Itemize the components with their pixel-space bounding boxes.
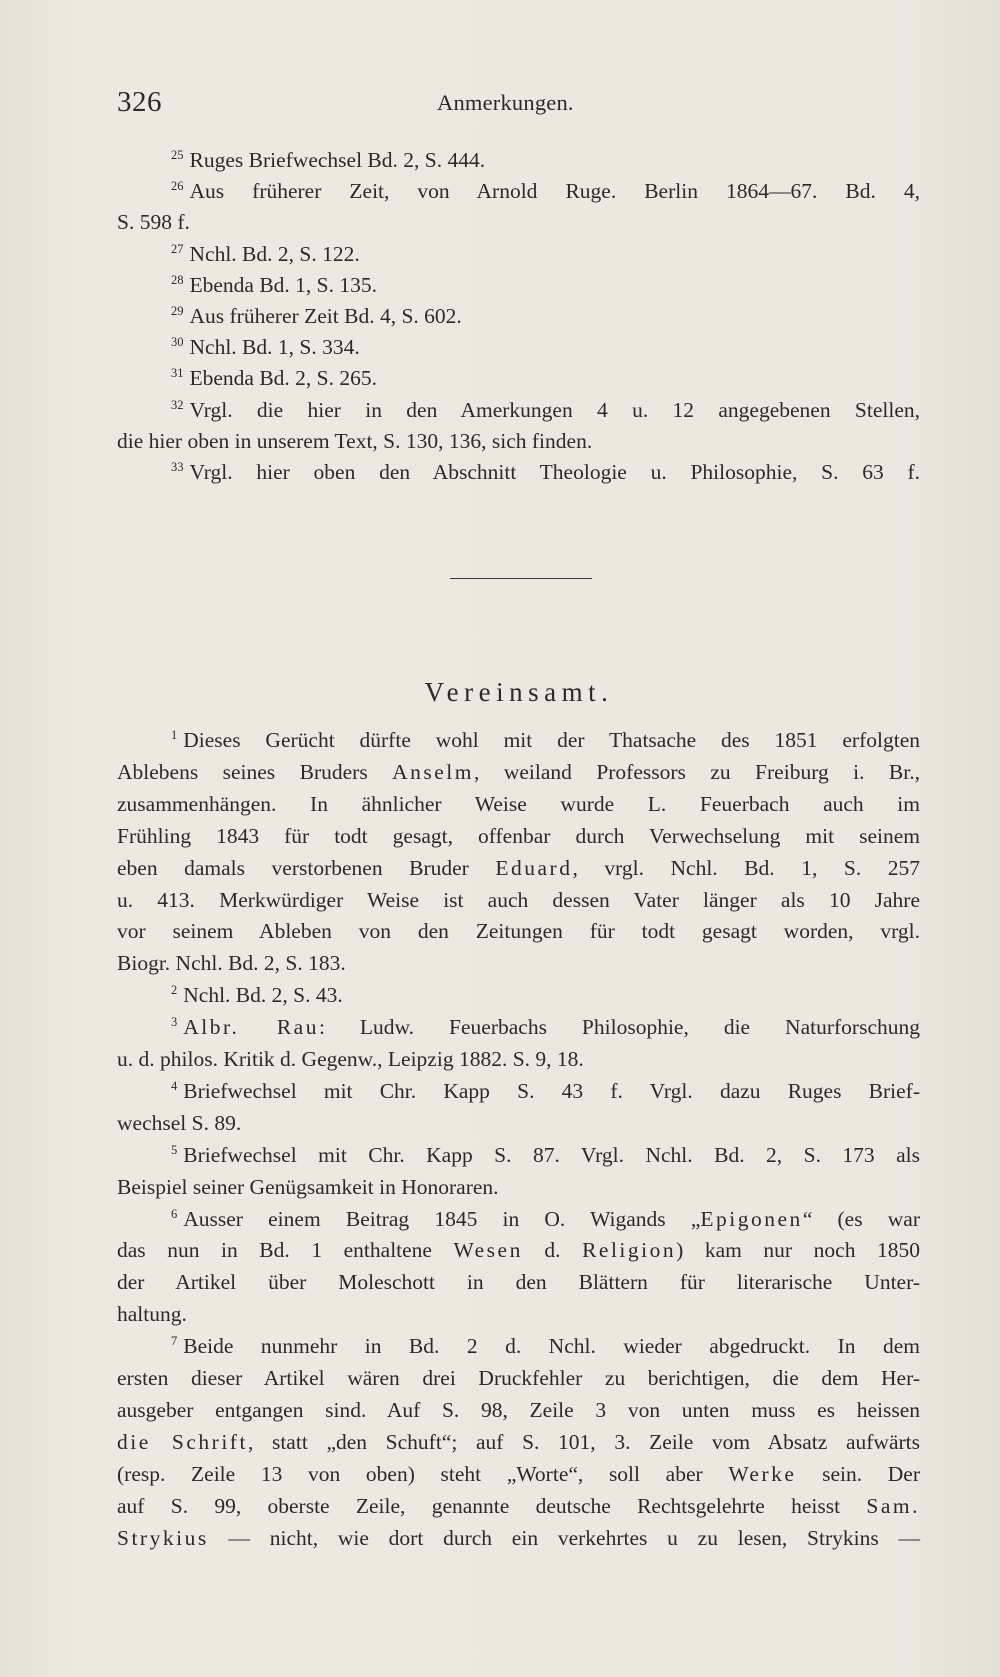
note-text: Dieses Gerücht dürfte wohl mit der Thatsache des 1851 erfolgten xyxy=(183,728,920,752)
note-text: Briefwechsel mit Chr. Kapp S. 87. Vrgl. Nchl. Bd. 2, S. 173 als xyxy=(183,1142,920,1167)
note-number: 27 xyxy=(171,241,184,256)
note-number: 33 xyxy=(171,460,184,474)
note-text: wechsel S. 89. xyxy=(117,1110,242,1135)
note-text: Nchl. Bd. 2, S. 122. xyxy=(189,241,360,266)
note-text: u. d. philos. Kritik d. Gegenw., Leipzig 1882. S. 9, 18. xyxy=(117,1047,584,1071)
note-text: haltung. xyxy=(117,1302,187,1327)
note-1-line xyxy=(117,724,920,756)
running-head: Anmerkungen. xyxy=(437,90,574,115)
note-6-line xyxy=(117,1203,920,1235)
note-continuation-line xyxy=(117,1298,920,1330)
note-number: 4 xyxy=(171,1078,178,1093)
section-title: Vereinsamt. xyxy=(424,677,614,707)
note-text: Ebenda Bd. 2, S. 265. xyxy=(189,366,378,391)
note-continuation-line xyxy=(117,1490,920,1522)
note-text: ausgeber entgangen sind. Auf S. 98, Zeile 3 von unten muss es heissen xyxy=(117,1397,920,1422)
note-text: sein. Der xyxy=(796,1461,920,1486)
spaced-emphasis-text: Strykius xyxy=(117,1525,209,1550)
note-text: “ (es war xyxy=(802,1206,920,1231)
note-continuation-line xyxy=(117,820,920,852)
note-number: 26 xyxy=(171,179,184,194)
note-text: Ausser einem Beitrag 1845 in O. Wigands „ xyxy=(183,1206,701,1231)
note-continuation-line xyxy=(117,1458,920,1490)
note-number: 32 xyxy=(171,397,184,412)
note-7-line xyxy=(117,1330,920,1362)
note-29-line xyxy=(117,300,920,332)
note-text: Nchl. Bd. 2, S. 43. xyxy=(183,983,343,1008)
note-continuation-line xyxy=(117,1171,920,1203)
note-number: 5 xyxy=(171,1142,178,1157)
note-4-line xyxy=(117,1075,920,1107)
note-continuation-line xyxy=(117,425,920,457)
note-text: Vrgl. hier oben den Abschnitt Theologie u. Philosophie, S. 63 f. xyxy=(189,460,920,484)
note-text: Nchl. Bd. 1, S. 334. xyxy=(189,335,360,360)
note-continuation-line xyxy=(117,206,920,238)
note-3-line xyxy=(117,1011,920,1043)
note-continuation-line xyxy=(117,1107,920,1139)
spaced-emphasis-text: Eduard xyxy=(495,855,573,880)
note-continuation-line xyxy=(117,884,920,916)
note-text: ) kam nur noch 1850 xyxy=(676,1238,920,1263)
note-text: ersten dieser Artikel wären drei Druckfehler zu berichtigen, die dem Her- xyxy=(117,1366,920,1390)
note-text: das nun in Bd. 1 enthaltene xyxy=(117,1238,454,1263)
note-number: 29 xyxy=(171,304,184,318)
note-continuation-line xyxy=(117,915,920,947)
note-text: eben damals verstorbenen Bruder xyxy=(117,855,496,880)
note-text: Aus früherer Zeit Bd. 4, S. 602. xyxy=(189,304,462,328)
spaced-emphasis-text: die Schrift xyxy=(117,1429,248,1454)
note-text: Biogr. Nchl. Bd. 2, S. 183. xyxy=(117,951,346,976)
note-text: — nicht, wie dort durch ein verkehrtes u zu lesen, Strykins — xyxy=(208,1525,920,1550)
spaced-emphasis-text: Religion xyxy=(582,1238,677,1263)
note-28-line xyxy=(117,269,920,301)
spaced-emphasis-text: Albr. Rau xyxy=(183,1015,319,1040)
note-text: (resp. Zeile 13 von oben) steht „Worte“, soll aber xyxy=(117,1461,729,1486)
note-continuation-line xyxy=(117,1266,920,1298)
note-text: Ablebens seines Bruders xyxy=(117,759,393,784)
spaced-emphasis-text: Anselm xyxy=(392,759,475,784)
note-continuation-line xyxy=(117,1426,920,1458)
note-number: 1 xyxy=(171,728,178,742)
section-divider xyxy=(450,578,592,579)
note-continuation-line xyxy=(117,1522,920,1554)
note-26-line xyxy=(117,175,920,207)
note-number: 31 xyxy=(171,366,184,381)
note-text: : Ludw. Feuerbachs Philosophie, die Naturforschung xyxy=(318,1015,920,1040)
note-text: vor seinem Ableben von den Zeitungen für todt gesagt worden, vrgl. xyxy=(117,919,920,944)
note-text: Beide nunmehr in Bd. 2 d. Nchl. wieder abgedruckt. In dem xyxy=(183,1334,920,1359)
note-continuation-line xyxy=(117,788,920,820)
note-text: Briefwechsel mit Chr. Kapp S. 43 f. Vrgl. dazu Ruges Brief- xyxy=(183,1078,920,1103)
note-text: , weiland Professors zu Freiburg i. Br., xyxy=(474,759,920,784)
note-continuation-line xyxy=(117,1394,920,1426)
note-number: 28 xyxy=(171,272,184,287)
note-27-line xyxy=(117,238,920,270)
note-text: Beispiel seiner Genügsamkeit in Honoraren. xyxy=(117,1174,499,1199)
note-33-line xyxy=(117,456,920,488)
note-text: der Artikel über Moleschott in den Blättern für literarische Unter- xyxy=(117,1270,920,1295)
note-number: 30 xyxy=(171,335,184,350)
note-text: zusammenhängen. In ähnlicher Weise wurde L. Feuerbach auch im xyxy=(117,791,920,816)
note-25-line xyxy=(117,144,920,176)
note-continuation-line xyxy=(117,756,920,788)
note-continuation-line xyxy=(117,1234,920,1266)
note-number: 25 xyxy=(171,148,184,162)
note-text: , statt „den Schuft“; auf S. 101, 3. Zeile vom Absatz aufwärts xyxy=(247,1429,920,1454)
spaced-emphasis-text: Epigonen xyxy=(700,1206,803,1231)
note-text: Aus früherer Zeit, von Arnold Ruge. Berlin 1864—67. Bd. 4, xyxy=(189,179,920,204)
note-number: 2 xyxy=(171,983,178,998)
note-continuation-line xyxy=(117,1043,920,1075)
note-32-line xyxy=(117,394,920,426)
note-text: Ruges Briefwechsel Bd. 2, S. 444. xyxy=(189,148,486,172)
note-text: u. 413. Merkwürdiger Weise ist auch dessen Vater länger als 10 Jahre xyxy=(117,887,920,912)
note-text: Frühling 1843 für todt gesagt, offenbar durch Verwechselung mit seinem xyxy=(117,823,920,848)
spaced-emphasis-text: Sam. xyxy=(866,1493,920,1518)
note-text: , vrgl. Nchl. Bd. 1, S. 257 xyxy=(572,855,920,880)
note-text: auf S. 99, oberste Zeile, genannte deutsche Rechtsgelehrte heisst xyxy=(117,1493,867,1518)
page-number: 326 xyxy=(117,86,162,118)
note-2-line xyxy=(117,979,920,1011)
note-30-line xyxy=(117,331,920,363)
note-continuation-line xyxy=(117,947,920,979)
note-text: d. xyxy=(522,1238,583,1263)
note-text: Vrgl. die hier in den Amerkungen 4 u. 12 angegebenen Stellen, xyxy=(189,397,920,422)
note-text: die hier oben in unserem Text, S. 130, 136, sich finden. xyxy=(117,428,593,453)
note-continuation-line xyxy=(117,1362,920,1394)
note-number: 6 xyxy=(171,1206,178,1221)
note-number: 7 xyxy=(171,1334,178,1349)
note-text: S. 598 f. xyxy=(117,210,190,235)
page-header xyxy=(117,86,920,122)
spaced-emphasis-text: Werke xyxy=(728,1461,797,1486)
note-continuation-line xyxy=(117,852,920,884)
note-number: 3 xyxy=(171,1015,178,1030)
note-text: Ebenda Bd. 1, S. 135. xyxy=(189,272,378,297)
note-5-line xyxy=(117,1139,920,1171)
spaced-emphasis-text: Wesen xyxy=(453,1238,523,1263)
note-31-line xyxy=(117,362,920,394)
